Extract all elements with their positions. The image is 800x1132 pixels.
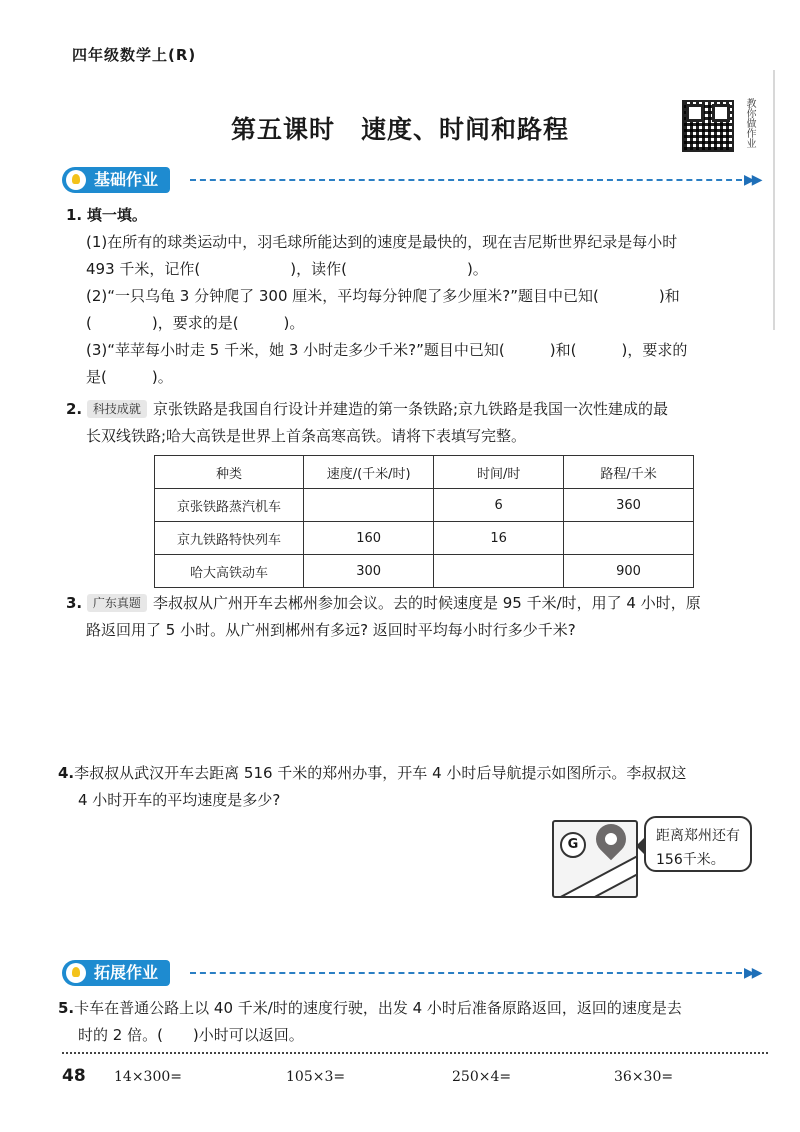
answer-area[interactable] (86, 650, 766, 745)
question-number: 4. (58, 764, 75, 782)
question-line: 是( )。 (86, 368, 173, 386)
question-heading: 填一填。 (86, 206, 147, 224)
book-title: 四年级数学上(R) (72, 46, 197, 64)
table-cell: 360 (564, 489, 694, 522)
category-tag: 科技成就 (87, 400, 147, 418)
table-cell: 京张铁路蒸汽机车 (155, 489, 304, 522)
table-cell: 京九铁路特快列车 (155, 522, 304, 555)
mental-calc: 250×4= (452, 1069, 512, 1085)
lesson-title: 第五课时 速度、时间和路程 (230, 115, 569, 144)
section-extension (62, 960, 762, 986)
page-edge (773, 70, 775, 330)
lightbulb-icon (66, 170, 86, 190)
dashed-divider (190, 972, 742, 974)
question-line: 路返回用了 5 小时。从广州到郴州有多远? 返回时平均每小时行多少千米? (86, 621, 576, 639)
question-line: 长双线铁路;哈大高铁是世界上首条高寒高铁。请将下表填写完整。 (86, 427, 527, 445)
category-tag: 广东真题 (87, 594, 147, 612)
table-cell: 6 (434, 489, 564, 522)
question-line: (2)“一只乌龟 3 分钟爬了 300 厘米，平均每分钟爬了多少厘米?”题目中已知( )和 (86, 287, 680, 305)
mental-calc: 36×30= (614, 1069, 674, 1085)
dashed-divider (190, 179, 742, 181)
table-row (155, 522, 694, 555)
answer-area[interactable] (86, 905, 766, 950)
qr-code-icon[interactable] (682, 100, 734, 152)
bubble-line: 156千米。 (656, 852, 725, 868)
section-label: 基础作业 (94, 170, 159, 189)
lightbulb-icon (66, 963, 86, 983)
question-number: 3. (66, 594, 83, 612)
section-basic (62, 167, 762, 193)
table-header: 种类 (155, 456, 304, 489)
question-line: 李叔叔从广州开车去郴州参加会议。去的时候速度是 95 千米/时，用了 4 小时，原 (152, 594, 701, 612)
table-cell: 16 (434, 522, 564, 555)
section-label: 拓展作业 (94, 963, 159, 982)
table-row (155, 555, 694, 588)
double-arrow-icon: ▶▶ (744, 965, 760, 981)
speech-bubble (644, 816, 752, 872)
question-line: 京张铁路是我国自行设计并建造的第一条铁路;京九铁路是我国一次性建成的最 (152, 400, 668, 418)
section-badge (62, 960, 170, 986)
map-icon (552, 820, 638, 898)
question-2 (66, 396, 766, 450)
map-letter: G (560, 832, 586, 858)
question-1 (66, 202, 766, 391)
question-line: (3)“苹苹每小时走 5 千米，她 3 小时走多少千米?”题目中已知( )和( )，要求的 (86, 341, 688, 359)
table-cell-input[interactable] (564, 522, 694, 555)
navigation-illustration (552, 816, 758, 896)
table-cell: 300 (304, 555, 434, 588)
question-line: 4 小时开车的平均速度是多少? (78, 791, 281, 809)
question-5 (58, 995, 768, 1049)
question-4 (58, 760, 768, 814)
railway-table (154, 455, 694, 588)
page-number: 48 (62, 1066, 86, 1086)
table-header: 路程/千米 (564, 456, 694, 489)
table-cell: 900 (564, 555, 694, 588)
mental-calc: 105×3= (286, 1069, 346, 1085)
location-pin-icon (590, 820, 632, 860)
double-arrow-icon: ▶▶ (744, 172, 760, 188)
table-header: 时间/时 (434, 456, 564, 489)
table-header-row (155, 456, 694, 489)
table-cell: 哈大高铁动车 (155, 555, 304, 588)
table-cell-input[interactable] (304, 489, 434, 522)
question-line: 卡车在普通公路上以 40 千米/时的速度行驶，出发 4 小时后准备原路返回，返回的速度是去 (74, 999, 682, 1017)
table-cell-input[interactable] (434, 555, 564, 588)
section-badge (62, 167, 170, 193)
question-line: 李叔叔从武汉开车去距离 516 千米的郑州办事，开车 4 小时后导航提示如图所示。李叔叔这 (74, 764, 687, 782)
qr-label: 教你做作业 (744, 98, 755, 148)
table-header: 速度/(千米/时) (304, 456, 434, 489)
question-line: (1)在所有的球类运动中，羽毛球所能达到的速度是最快的，现在吉尼斯世界纪录是每小时 (86, 233, 678, 251)
question-line: 493 千米，记作( )，读作( )。 (86, 260, 488, 278)
table-row (155, 489, 694, 522)
mental-calc: 14×300= (114, 1069, 182, 1085)
question-3 (66, 590, 766, 644)
question-number: 2. (66, 400, 83, 418)
question-number: 1. (66, 206, 83, 224)
table-cell: 160 (304, 522, 434, 555)
question-line: 时的 2 倍。( )小时可以返回。 (78, 1026, 304, 1044)
question-number: 5. (58, 999, 75, 1017)
question-line: ( )，要求的是( )。 (86, 314, 305, 332)
bubble-line: 距离郑州还有 (656, 828, 740, 844)
footer-divider (62, 1052, 768, 1054)
